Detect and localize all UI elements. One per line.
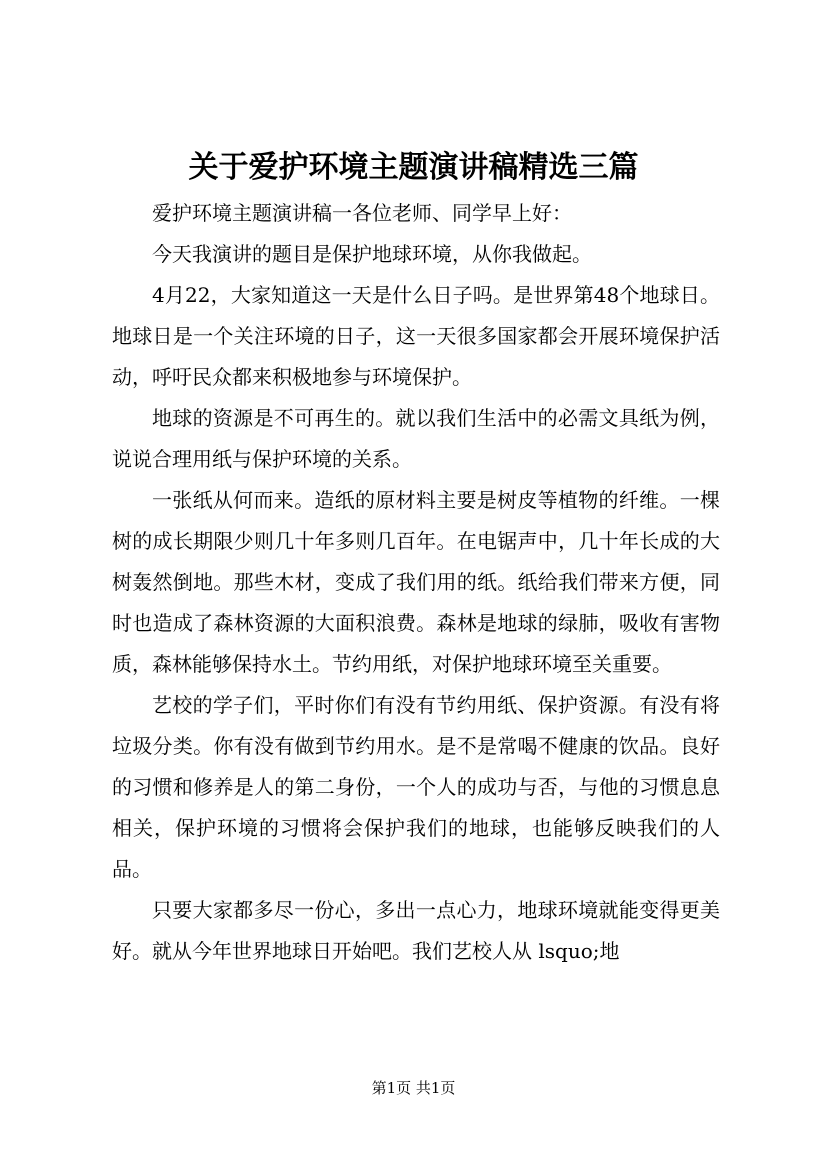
paragraph-greeting: 爱护环境主题演讲稿一各位老师、同学早上好： [152, 201, 572, 225]
paragraph-topic: 今天我演讲的题目是保护地球环境，从你我做起。 [152, 242, 592, 266]
paragraph-resources: 地球的资源是不可再生的。就以我们生活中的必需文具纸为例，说说合理用纸与保护环境的关系。 [112, 406, 720, 471]
paragraph-closing: 只要大家都多尽一份心，多出一点心力，地球环境就能变得更美好。就从今年世界地球日开始吧。我们艺校人从 lsquo;地 [112, 898, 720, 963]
paragraph-students: 艺校的学子们，平时你们有没有节约用纸、保护资源。有没有将垃圾分类。你有没有做到节约用水。是不是常喝不健康的饮品。良好的习惯和修养是人的第二身份，一个人的成功与否，与他的习惯息息相关，保护环境的习惯将会保护我们的地球，也能够反映我们的人品。 [112, 693, 720, 881]
document-title: 关于爱护环境主题演讲稿精选三篇 [188, 150, 639, 185]
paragraph-paper: 一张纸从何而来。造纸的原材料主要是树皮等植物的纤维。一棵树的成长期限少则几十年多则几百年。在电锯声中，几十年长成的大树轰然倒地。那些木材，变成了我们用的纸。纸给我们带来方便，同时也造成了森林资源的大面积浪费。森林是地球的绿肺，吸收有害物质，森林能够保持水土。节约用纸，对保护地球环境至关重要。 [112, 488, 720, 676]
page-footer: 第1页 共1页 [371, 1079, 456, 1097]
paragraph-earth-day: 4月22，大家知道这一天是什么日子吗。是世界第48个地球日。地球日是一个关注环境的日子，这一天很多国家都会开展环境保护活动，呼吁民众都来积极地参与环境保护。 [112, 283, 720, 389]
document-body [112, 193, 720, 972]
